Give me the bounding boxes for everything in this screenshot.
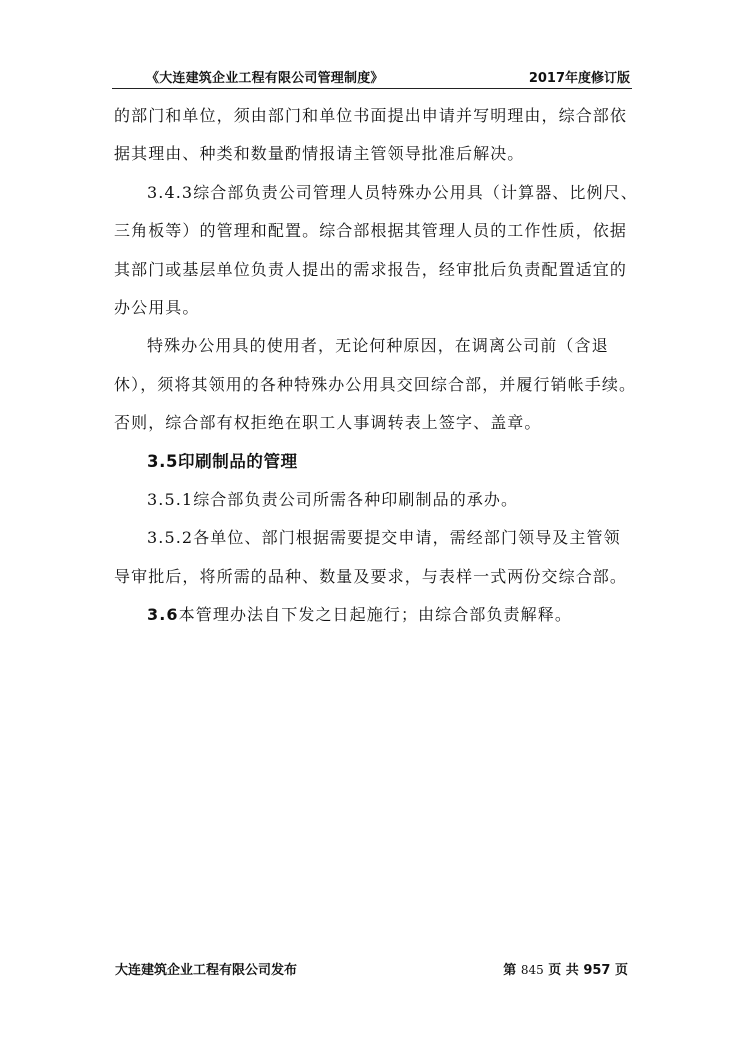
body-line: 据其理由、种类和数量酌情报请主管领导批准后解决。 <box>114 144 525 164</box>
page-number <box>503 959 628 978</box>
page-mid: 页 共 <box>548 963 579 978</box>
document-title: 《大连建筑企业工程有限公司管理制度》 <box>146 71 384 86</box>
document-body <box>114 97 638 634</box>
body-line: 3.5.2各单位、部门根据需要提交申请，需经部门领导及主管领 <box>147 528 621 548</box>
body-line: 3.4.3综合部负责公司管理人员特殊办公用具（计算器、比例尺、 <box>147 182 638 202</box>
clause-text: 本管理办法自下发之日起施行；由综合部负责解释。 <box>178 605 572 625</box>
page-header <box>112 64 632 89</box>
page-suffix: 页 <box>614 963 628 978</box>
body-line: 三角板等）的管理和配置。综合部根据其管理人员的工作性质，依据 <box>114 221 628 241</box>
publisher-label: 大连建筑企业工程有限公司发布 <box>115 963 298 978</box>
body-line: 3.5.1综合部负责公司所需各种印刷制品的承办。 <box>147 489 519 509</box>
body-line: 否则，综合部有权拒绝在职工人事调转表上签字、盖章。 <box>114 413 542 433</box>
page-current: 845 <box>520 963 544 977</box>
final-clause <box>114 596 634 634</box>
body-line: 其部门或基层单位负责人提出的需求报告，经审批后负责配置适宜的 <box>114 259 628 279</box>
edition-label: 2017年度修订版 <box>528 71 630 86</box>
page-total: 957 <box>583 963 611 978</box>
clause-number: 3.6 <box>147 605 179 625</box>
page-footer <box>112 959 632 981</box>
body-line: 导审批后，将所需的品种、数量及要求，与表样一式两份交综合部。 <box>114 566 628 586</box>
page-prefix: 第 <box>503 963 517 978</box>
section-heading: 3.5印刷制品的管理 <box>147 451 298 471</box>
body-line: 办公用具。 <box>114 297 200 317</box>
body-line: 休），须将其领用的各种特殊办公用具交回综合部，并履行销帐手续。 <box>114 374 637 394</box>
body-line: 特殊办公用具的使用者，无论何种原因，在调离公司前（含退 <box>147 336 609 356</box>
body-line: 的部门和单位，须由部门和单位书面提出申请并写明理由，综合部依 <box>114 106 628 125</box>
